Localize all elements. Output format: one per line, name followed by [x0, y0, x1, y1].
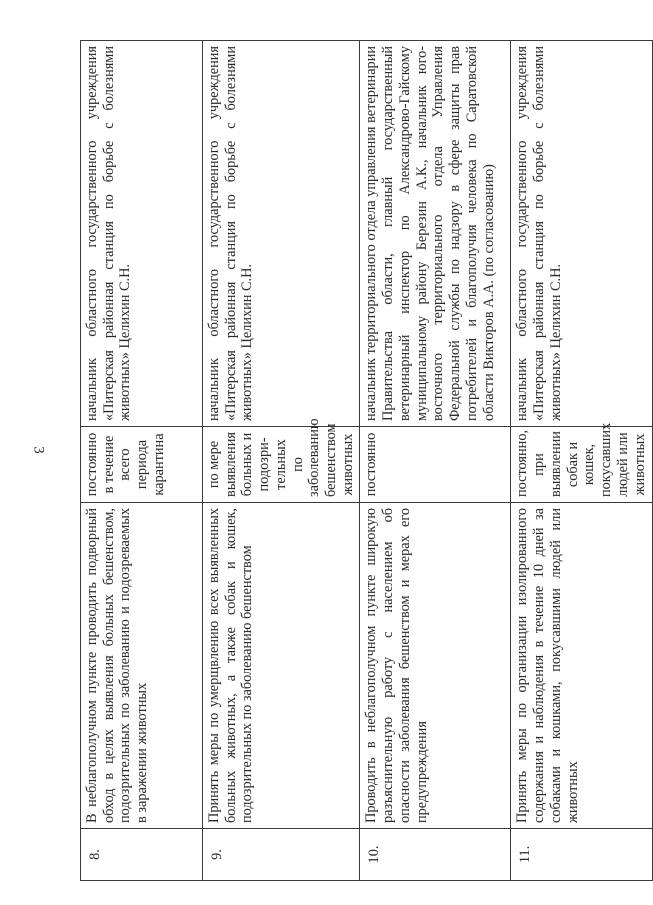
table-row [511, 41, 653, 881]
term-text: постоянно в течение всего периода карантина [81, 427, 203, 503]
measures-table-container [80, 41, 648, 881]
measure-text: Принять меры по организации изолированного содержания и наблюдения в течение 10 дней за собаками и кошками, покусавшими людей или животных [511, 503, 653, 829]
row-number: 8. [81, 829, 203, 881]
table-row [203, 41, 360, 881]
responsible-text: начальник областного государственного учреждения «Питерская районная станция по борьбе с болезнями животных» Целихин С.Н. [511, 41, 653, 427]
responsible-text: начальник областного государственного учреждения «Питерская районная станция по борьбе с болезнями животных» Целихин С.Н. [203, 41, 360, 427]
row-number: 11. [511, 829, 653, 881]
page-number: 3 [30, 446, 47, 454]
table-row [81, 41, 203, 881]
measure-text: Проводить в неблагополучном пункте широкую разъяснительную работу с населением об опасности заболевания бешенством и мерах его предупреждения [360, 503, 511, 829]
table-row [360, 41, 511, 881]
measures-table [80, 40, 653, 881]
responsible-text: начальник территориального отдела управления ветеринарии Правительства области, главный государственный ветеринарный инспектор по Александрово-Гайскому муниципальному району Березин А.К., начальник юго-восточного территориального отдела Управления Федеральной службы по надзору в сфере защиты прав потребителей и благополучия человека по Саратовской области Викторов А.А. (по согласованию) [360, 41, 511, 427]
term-text: постоянно [360, 427, 511, 503]
measure-text: В неблагополучном пункте проводить подворный обход в целях выявления больных бешенством, подозрительных по заболеванию и подозреваемых в заражении животных [81, 503, 203, 829]
term-text: постоянно, при выявлении собак и кошек, покусавших людей или животных [511, 427, 653, 503]
term-text: по мере выявления больных и подозри-тельных по заболеванию бешенством животных [203, 427, 360, 503]
measure-text: Принять меры по умерщвлению всех выявленных больных животных, а также собак и кошек, подозрительных по заболеванию бешенством [203, 503, 360, 829]
row-number: 10. [360, 829, 511, 881]
responsible-text: начальник областного государственного учреждения «Питерская районная станция по борьбе с болезнями животных» Целихин С.Н. [81, 41, 203, 427]
row-number: 9. [203, 829, 360, 881]
